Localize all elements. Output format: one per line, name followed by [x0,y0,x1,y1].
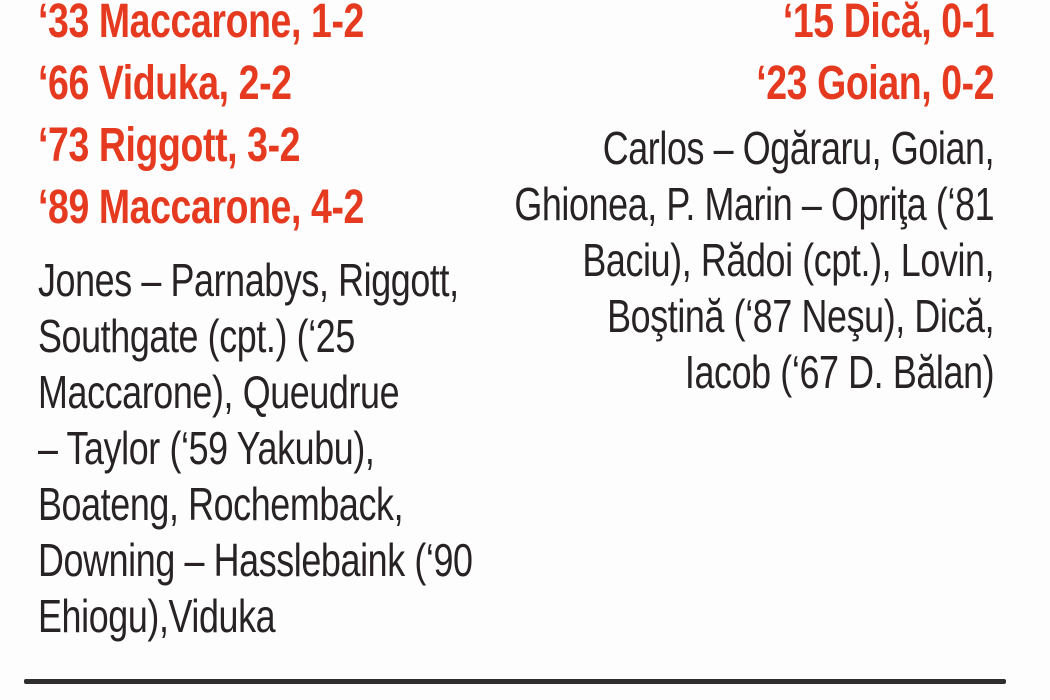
away-goal-list [379,0,994,115]
goal-line: ‘73 Riggott, 3-2 [38,119,301,172]
lineup-line: – Taylor (‘59 Yakubu), [38,422,375,474]
lineup-line: Maccarone), Queudrue [38,366,400,418]
lineup-line: Ghionea, P. Marin – Opriţa (‘81 [514,178,994,230]
goal-line: ‘15 Dică, 0-1 [782,0,994,48]
lineup-line: Ehiogu),Viduka [38,590,276,642]
lineup-line: Iacob (‘67 D. Bălan) [684,346,994,398]
lineup-line: Jones – Parnabys, Riggott, [38,254,459,306]
goal-line: ‘23 Goian, 0-2 [756,57,994,110]
goal-line: ‘33 Maccarone, 1-2 [38,0,364,48]
lineup-line: Boştină (‘87 Neşu), Dică, [606,290,994,342]
bottom-divider-rule [24,679,1006,684]
goal-line: ‘66 Viduka, 2-2 [38,57,292,110]
away-team-column [379,0,994,400]
lineup-line: Southgate (cpt.) (‘25 [38,310,355,362]
lineup-line: Baciu), Rădoi (cpt.), Lovin, [582,234,994,286]
away-lineup [379,120,994,400]
lineup-line: Downing – Hasslebaink (‘90 [38,534,473,586]
lineup-line: Carlos – Ogăraru, Goian, [602,122,994,174]
goal-line: ‘89 Maccarone, 4-2 [38,181,364,234]
lineup-line: Boateng, Rochemback, [38,478,404,530]
